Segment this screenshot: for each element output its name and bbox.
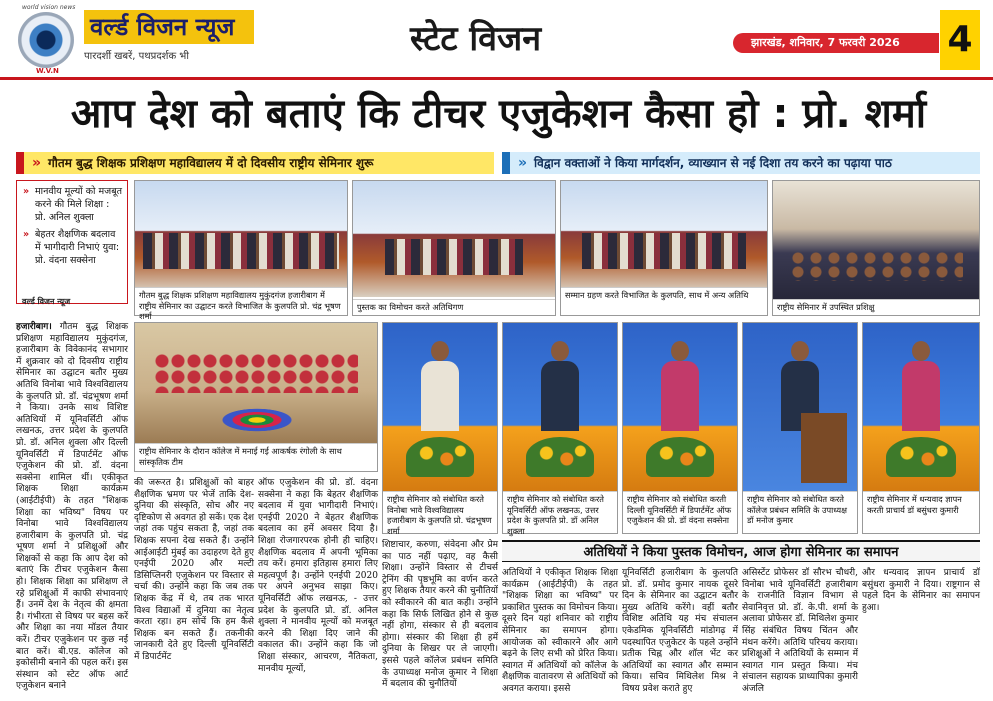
story-text: गौतम बुद्ध शिक्षक प्रशिक्षण महाविद्यालय मुकुंदगंज, हजारीबाग के विवेकानंद सभागार में शुक्रवार को दो दिवसीय राष्ट्रीय सेमिनार का उद्घाटन बतौर मुख्य अतिथि विनोबा भावे विश्वविद्यालय के कुलपति प्रो. डॉ. चंद्रभूषण शर्मा ने किया। उनके साथ विशिष्ट अतिथियों में यूनिवर्सिटी ऑफ लखनऊ, उत्तर प्रदेश के कुलपति प्रो. डॉ. अनिल शुक्ला और दिल्ली यूनिवर्सिटी में डिपार्टमेंट ऑफ एजुकेशन की प्रो. डॉ. वंदना सक्सेना शामिल थीं। एकीकृत शिक्षक शिक्षा कार्यक्रम (आईटीईपी) के तहत "शिक्षक शिक्षा का भविष्य" विषय पर विनोबा भावे विश्वविद्यालय हजारीबाग के कुलपति प्रो. चंद्र भूषण शर्मा ने प्रशिक्षुओं और शिक्षकों से कहा कि आप देश को बताएं कि टीचर एजुकेशन कैसा हो। शिक्षक शिक्षा का प्रशिक्षण ले रहे प्रशिक्षुओं में काफी संभावनाएं हैं। उनमें देश के नेतृत्व की क्षमता है। गंभीरता से विषय पर बहस करें और शिक्षा का नया मॉडल तैयार करें। टीचर एजुकेशन पर कुछ नई बात करें। बी.एड. कॉलेज को इकोसीमी बनाने की पहल करें। इस संस्थान को स्टेट ऑफ आर्ट एजुकेशन बनाने [16,322,128,692]
page-number: 4 [940,10,980,70]
dignitaries-row [143,233,338,269]
story2-headline: अतिथियों ने किया पुस्तक विमोचन, आज होगा सेमिनार का समापन [502,540,980,562]
section-title: स्टेट विजन [410,19,542,59]
photo-speaker-lucknow [502,322,618,534]
flower-decoration [886,437,956,477]
podium [801,413,847,483]
speaker-photo [383,323,497,493]
newspaper-brand: वर्ल्ड विजन न्यूज [84,10,254,44]
subhead-right: » विद्वान वक्ताओं ने किया मार्गदर्शन, व्याख्यान से नई दिशा तय करने का पढ़ाया पाठ [502,152,980,174]
highlight-item [23,228,123,267]
photo-inauguration [134,180,348,321]
story2-column-4: और धन्यवाद ज्ञापन प्राचार्य डॉ बसुंधरा कुमारी ने दिया। राष्ट्रगान से पहले दिन के सेमिनार का समापन हुआ। [862,568,980,613]
speaker-figure [537,341,583,451]
photo-caption: राष्ट्रीय सेमिनार को संबोधित करते यूनिवर्सिटी ऑफ लखनऊ, उत्तर प्रदेश के कुलपति प्रो. डॉ अनिल शुक्ला [503,491,617,533]
stage-photo [561,181,767,291]
highlight-text: बेहतर शैक्षणिक बदलाव में भागीदारी निभाएं युवा: प्रो. वंदना सक्सेना [35,229,120,266]
photo-rangoli-team [134,322,378,472]
flower-decoration [406,437,474,477]
photo-speaker-management [742,322,858,534]
photo-speaker-vc [382,322,498,534]
photo-audience [772,180,980,316]
hall-photo [773,181,979,301]
story-column-2: की जरूरत है। प्रशिक्षुओं को बाहर शैक्षणिक भ्रमण पर भेजें ताकि देश-दुनिया की संस्कृति, सोच और नए दृष्टिकोण से अवगत हो सकें। एक देश जहां तक पहुंच सकता है, जहां तक शिक्षक सपना देख सकते हैं। उन्होंने आईआईटी मुंबई का उदाहरण देते हुए एनईपी 2020 और मल्टी डिसिप्लिनरी एजुकेशन पर विस्तार से चर्चा की। उन्होंने कहा कि जब तक शिक्षक केंद्र में थे, तब तक भारत विश्व विद्याओं में दुनिया का नेतृत्व करता रहा। हम सोचें कि हम कैसे शिक्षक बन सकते हैं। तकनीकी जानकारी देते हुए दिल्ली यूनिवर्सिटी में डिपार्टमेंट [134,478,254,662]
story-column-3: ऑफ एजुकेशन की प्रो. डॉ. वंदना सक्सेना ने कहा कि बेहतर शैक्षणिक बदलाव में युवा भागीदारी निभाएं। एनईपी 2020 ने बेहतर शैक्षणिक बदलाव का हमें अवसर दिया है। शिक्षा रोजगारपरक होनी ही चाहिए। शैक्षणिक बदलाव में अपनी भूमिका तय करें। हमारा इतिहास हमारा लिए महत्वपूर्ण है। उन्होंने एनईपी 2020 पर अपने अनुभव साझा किए। यूनिवर्सिटी ऑफ लखनऊ, - उत्तर प्रदेश के कुलपति प्रो. डॉ. अनिल शुक्ला ने मानवीय मूल्यों को मजबूत करने की शिक्षा दिए जाने की वकालत की। उन्होंने कहा कि जो शिक्षा संस्कार, आचरण, नैतिकता, मानवीय मूल्यों, [258,478,378,674]
speaker-figure [657,341,703,451]
highlights-box [16,180,128,304]
speaker-photo [503,323,617,493]
chevron-right-icon: » [23,229,30,240]
stage-photo [135,181,347,291]
chevron-right-icon: » [23,186,30,197]
newspaper-tagline: पारदर्शी खबरें, पथप्रदर्शक भी [84,51,189,62]
stage-photo [353,181,555,297]
students-group [154,353,357,393]
byline: वर्ल्ड विजन न्यूज [22,297,71,306]
audience-crowd [789,251,962,281]
photo-book-release [352,180,556,316]
photo-caption: सम्मान ग्रहण करते विभाजित के कुलपति, साथ में अन्य अतिथि [561,287,767,315]
rangoli-art [217,407,297,433]
photo-caption: राष्ट्रीय सेमिनार को संबोधित करती दिल्ली यूनिवर्सिटी में डिपार्टमेंट ऑफ एजुकेशन की प्रो. डॉ वंदना सक्सेना [623,491,737,533]
eye-logo-icon [18,12,74,68]
logo-mark: W.V.N [36,67,59,75]
flower-decoration [646,437,714,477]
story-dateline: हजारीबाग। [16,322,52,332]
subhead-left: » गौतम बुद्ध शिक्षक प्रशिक्षण महाविद्यालय में दो दिवसीय राष्ट्रीय सेमिनार शुरू [16,152,494,174]
story-column-4: शिष्टाचार, करुणा, संवेदना और प्रेम का पाठ नहीं पढ़ाए, वह कैसी शिक्षा। उन्होंने विस्तार से टीचर्स ट्रेनिंग की पृष्ठभूमि का वर्णन करते हुए शिक्षक तैयार करने की चुनौतियों को स्वीकारने की बात कही। उन्होंने कहा कि सिर्फ लिखित होने से कुछ नहीं होगा, संस्कार से ही बदलाव होगा। संस्कार की शिक्षा ही हमें दुनिया के शिखर पर ले जाएगी। इससे पहले कॉलेज प्रबंधन समिति के उपाध्यक्ष मनोज कुमार ने शिक्षा में बदलाव की चुनौतियों [382,540,498,690]
speaker-photo [623,323,737,493]
speaker-figure [898,341,944,451]
photo-caption: राष्ट्रीय सेमिनार के दौरान कॉलेज में मनाई गई आकर्षक रंगोली के साथ सांस्कृतिक टीम [135,443,377,471]
photo-caption: पुस्तक का विमोचन करते अतिथिगण [353,299,555,315]
photo-caption: राष्ट्रीय सेमिनार को संबोधित करते विनोबा भावे विश्वविद्यालय हजारीबाग के कुलपति प्रो. चंद्रभूषण शर्मा [383,491,497,533]
photo-speaker-principal [862,322,980,534]
highlight-item [23,185,123,224]
photo-caption: गौतम बुद्ध शिक्षक प्रशिक्षण महाविद्यालय मुकुंदगंज हजारीबाग में राष्ट्रीय सेमिनार का उद्घाटन करते विभाजित के कुलपति प्रो. चंद्र भूषण शर्मा [135,287,347,315]
rangoli-photo [135,323,377,445]
story2-column-3: असिस्टेंट प्रोफेसर डॉ सौरभ चौधरी, विनोबा भावे यूनिवर्सिटी हजारीबाग के राजनीति विज्ञान विभाग से सेवानिवृत्त प्रो. डॉ. के.पी. शर्मा के अलावा प्रोफेसर डॉ. मिथिलेश कुमार सिंह संबंधित विषय चिंतन और मंथन करेंगे। अतिथि परिचय कराया। प्रशिक्षुओं ने अतिथियों के सम्मान में स्वागत गान प्रस्तुत किया। मंच संचालन सहायक प्राध्यापिका कुमारी अंजलि [742,568,858,694]
flower-decoration [526,437,594,477]
photo-felicitation [560,180,768,316]
story-column-1 [16,322,128,694]
main-headline: आप देश को बताएं कि टीचर एजुकेशन कैसा हो : प्रो. शर्मा [70,91,927,137]
speaker-figure [417,341,463,451]
highlight-text: मानवीय मूल्यों को मजबूत करने की मिले शिक्षा : प्रो. अनिल शुक्ला [35,186,123,223]
speaker-photo [743,323,857,493]
dignitaries-row [582,233,747,269]
dignitaries-row [385,239,522,275]
story2-column-2: यूनिवर्सिटी हजारीबाग के कुलपति प्रो. डॉ. प्रमोद कुमार नायक दूसरे दिन के सेमिनार का उद्घाटन बतौर मुख्य अतिथि करेंगे। वहीं बतौर विशिष्ट अतिथि यह मंच संचालन एकेडमिक यूनिवर्सिटी मांडोगढ़ में पदस्थापित एजुकेटर के पहले उन्होंने प्रतीक चिह्न और शॉल भेंट कर अतिथियों का स्वागत और सम्मान किया। सचिव मिथिलेश मिश्र ने विषय प्रवेश कराते हुए [622,568,738,694]
story2-column-1: अतिथियों ने एकीकृत शिक्षक शिक्षा कार्यक्रम (आईटीईपी) के तहत "शिक्षक शिक्षा का भविष्य" पर प्रकाशित पुस्तक का विमोचन किया। दूसरे दिन यहां शनिवार को राष्ट्रीय सेमिनार का समापन होगा। आयोजक को स्वीकारने और आगे बढ़ने के लिए सभी को प्रेरित किया। स्वागत में अतिथियों को कॉलेज के शैक्षणिक वातावरण से अतिथियों को अवगत कराया। इससे [502,568,618,694]
photo-caption: राष्ट्रीय सेमिनार में उपस्थित प्रशिक्षु [773,299,979,315]
photo-caption: राष्ट्रीय सेमिनार को संबोधित करते कॉलेज प्रबंधन समिति के उपाध्यक्ष डॉ मनोज कुमार [743,491,857,533]
dateline: झारखंड, शनिवार, 7 फरवरी 2026 [733,33,939,53]
photo-caption: राष्ट्रीय सेमिनार में धन्यवाद ज्ञापन करती प्राचार्य डॉ बसुंधरा कुमारी [863,491,979,533]
logo-small-text: world vision news [22,4,76,11]
photo-speaker-delhi [622,322,738,534]
speaker-photo [863,323,979,493]
masthead [0,0,993,80]
